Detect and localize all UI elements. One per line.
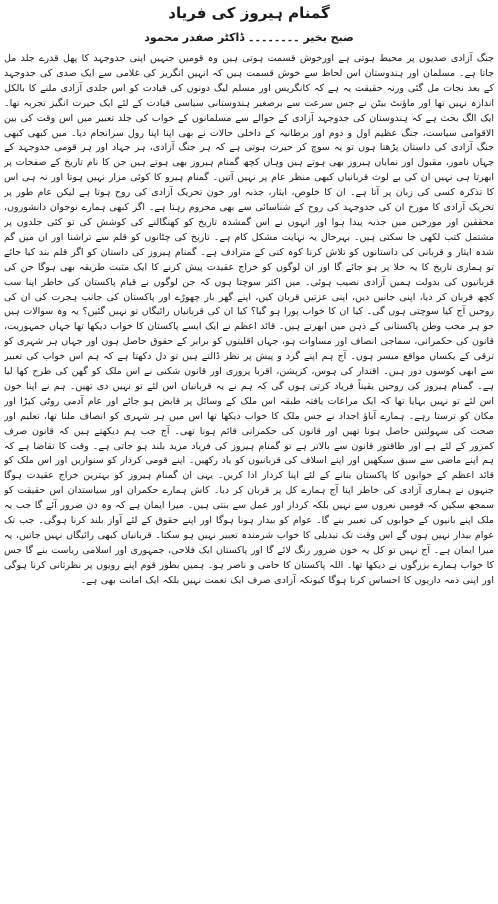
article-page	[0, 2, 498, 904]
article-body: جنگ آزادی صدیوں پر محیط ہوتی ہے اورخوش قسمت ہوتی ہیں وہ قومیں جنہیں اپنی جدوجہد کا پھل قدرے جلد مل جاتا ہے۔ مسلمان اور ہندوستان اس لحاظ سے خوش قسمت ہیں کہ انہیں انگریز کی غلامی سے ایک صدی کی جدوجہد کے بعد نجات مل گئی ورنہ حقیقت یہ ہے کہ کانگریس اور مسلم لیگ دونوں کی قیادت کو اس جلدی آزادی ملنے کا بالکل اندازہ نہیں تھا اور ماؤنٹ بیٹن نے جس سرعت سے برصغیر ہندوستانی سیاسی قیادت کے لئے ایک حیرت انگیز تجربہ تھا۔ ایک الگ بحث ہے کہ ہندوستان کی جدوجہد آزادی کے حوالے سے مسلمانوں کے خواب کی جلد تعبیر میں اس وقت کی بین الاقوامی سیاست، جنگ عظیم اول و دوم اور برطانیہ کے داخلی حالات نے بھی اپنا اپنا رول سرانجام دیا۔ میں کبھی کبھی جنگ آزادی کی داستان پڑھتا ہوں تو یہ سوچ کر حیرت ہوتی ہے کہ ہر جنگ آزادی، ہر جہاد اور ہر قومی جدوجہد کے جہاں نامور، مقبول اور نمایاں ہیروز بھی ہوتے ہیں وہاں کچھ گمنام ہیروز بھی ہوتے ہیں جن کا نام تاریخ کے صفحات پر ابھرتا ہی نہیں ان کی بے لوث قربانیاں کبھی منظر عام پر نہیں آتیں۔ گمنام ہیرو کا کوئی مزار نہیں ہوتا اور نہ ہی اس کا تذکرہ کسی کی زبان پر آتا ہے۔ ان کا خلوص، ایثار، جذبہ اور خون تحریک آزادی کی روح ہوتا ہے لیکن عام طور پر تحریک آزادی کا مورخ ان کی جدوجہد کی روح کے شناسائی سے بھی محروم رہتا ہے۔ اگر کبھی ہمارے نوجوان دانشوروں، محققین اور مورخین میں جذبہ پیدا ہوا اور انہوں نے اس گمشدہ تاریخ کو کھنگالنے کی کوشش کی تو کئی جلدوں پر مشتمل کتب لکھی جا سکتی ہیں۔ بہرحال یہ نہایت مشکل کام ہے۔ تاریخ کی چٹانوں کو قلم سے تراشنا اور ان میں گم شدہ ایثار و قربانی کی داستانوں کو تلاش کرنا کوہ کنی کے مترادف ہے۔ گمنام ہیروز کی داستان کو اگر قلم بند کیا جائے تو ہماری تاریخ کا یہ خلا پر ہو جائے گا اور ان لوگوں کو خراج عقیدت پیش کرنے کا ایک مثبت طریقہ بھی ہوگا جن کی قربانیوں کی بدولت ہمیں آزادی نصیب ہوئی۔ میں اکثر سوچتا ہوں کہ جن لوگوں نے قیام پاکستان کی خاطر اپنا سب کچھ قربان کر دیا، اپنی جانیں دیں، اپنی عزتیں قربان کیں، اپنے گھر بار چھوڑے اور پاکستان کی جانب ہجرت کی ان کی روحیں آج کیا سوچتی ہوں گی۔ کیا ان کا خواب پورا ہو گیا؟ کیا ان کی قربانیاں رائیگاں تو نہیں گئیں؟ یہ وہ سوالات ہیں جو ہر محب وطن پاکستانی کے ذہن میں ابھرتے ہیں۔ قائد اعظم نے ایک ایسے پاکستان کا خواب دیکھا تھا جہاں جمہوریت، قانون کی حکمرانی، سماجی انصاف اور مساوات ہو، جہاں اقلیتوں کو برابر کے حقوق حاصل ہوں اور جہاں ہر شہری کو ترقی کے یکساں مواقع میسر ہوں۔ آج ہم اپنے گرد و پیش پر نظر ڈالتے ہیں تو دل دکھتا ہے کہ ہم اس خواب کی تعبیر سے ابھی کوسوں دور ہیں۔ اقتدار کی ہوس، کرپشن، اقربا پروری اور قانون شکنی نے اس ملک کو گھن کی طرح کھا لیا ہے۔ گمنام ہیروز کی روحیں یقیناً فریاد کرتی ہوں گی کہ ہم نے یہ قربانیاں اس لئے تو نہیں دی تھیں۔ ہم نے اپنا خون اس لئے تو نہیں بہایا تھا کہ ایک مراعات یافتہ طبقہ اس ملک کے وسائل پر قابض ہو جائے اور عام آدمی روٹی کپڑا اور مکان کو ترستا رہے۔ ہمارے آباؤ اجداد نے جس ملک کا خواب دیکھا تھا اس میں ہر شہری کو انصاف ملنا تھا، تعلیم اور صحت کی سہولتیں حاصل ہونا تھیں اور قانون کی حکمرانی قائم ہونا تھی۔ آج جب ہم دیکھتے ہیں کہ قانون صرف کمزور کے لئے ہے اور طاقتور قانون سے بالاتر ہے تو گمنام ہیروز کی فریاد مزید بلند ہو جاتی ہے۔ وقت کا تقاضا ہے کہ ہم اپنے ماضی سے سبق سیکھیں اور اپنے اسلاف کی قربانیوں کو یاد رکھیں۔ اپنے قومی کردار کو سنواریں اور اس ملک کو قائد اعظم کے خوابوں کا پاکستان بنانے کے لئے اپنا کردار ادا کریں۔ یہی ان گمنام ہیروز کو بہترین خراج عقیدت ہوگا جنہوں نے ہماری آزادی کی خاطر اپنا آج ہمارے کل پر قربان کر دیا۔ کاش ہمارے حکمران اور سیاستدان اس حقیقت کو سمجھ سکیں کہ قومیں نعروں سے نہیں بلکہ کردار اور عمل سے بنتی ہیں۔ میرا ایمان ہے کہ وہ دن ضرور آئے گا جب یہ ملک اپنے بانیوں کے خوابوں کی تعبیر بنے گا۔ عوام کو بیدار ہونا ہوگا اور اپنے حقوق کے لئے آواز بلند کرنا ہوگی۔ جب تک عوام بیدار نہیں ہوں گے اس وقت تک تبدیلی کا خواب شرمندہ تعبیر نہیں ہو سکتا۔ قربانیاں کبھی رائیگاں نہیں جاتیں، یہ میرا ایمان ہے۔ آج نہیں تو کل یہ خون ضرور رنگ لائے گا اور پاکستان ایک فلاحی، جمہوری اور اسلامی ریاست بنے گا جس کا خواب ہمارے بزرگوں نے دیکھا تھا۔ اللہ پاکستان کا حامی و ناصر ہو۔ ہمیں بطور قوم اپنے رویوں پر نظرثانی کرنا ہوگی اور اپنی ذمہ داریوں کا احساس کرنا ہوگا کیونکہ آزادی صرف ایک نعمت نہیں بلکہ ایک امانت بھی ہے۔	[4, 53, 494, 586]
article-title: گمنام ہیروز کی فریاد	[168, 4, 330, 22]
article-byline: صبح بخیر ۔۔۔۔۔۔۔۔ ڈاکٹر صفدر محمود	[144, 31, 354, 44]
